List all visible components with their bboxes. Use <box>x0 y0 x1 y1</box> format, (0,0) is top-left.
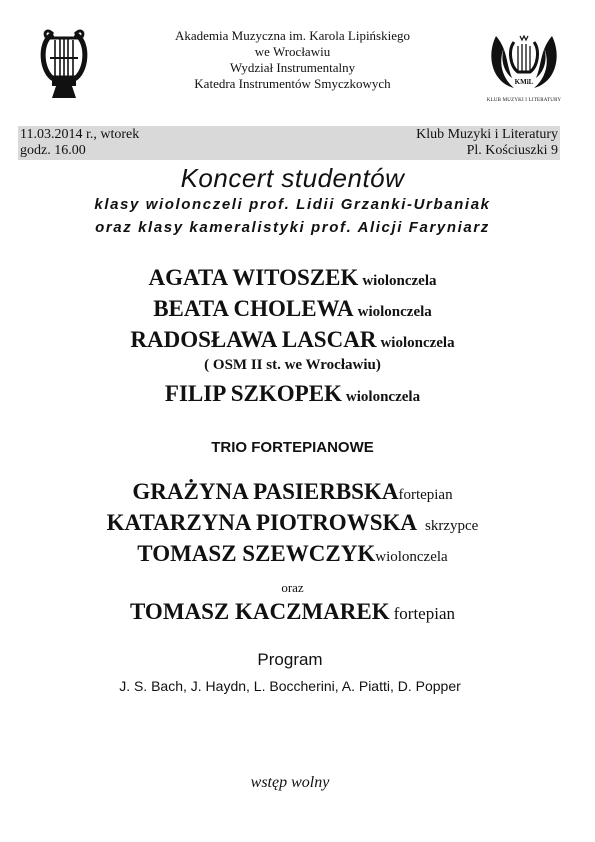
performer-instrument: wiolonczela <box>380 335 455 351</box>
connector-text: oraz <box>281 580 304 595</box>
trio-member-row <box>0 479 585 505</box>
header-line: we Wrocławiu <box>254 44 331 59</box>
performer-name: RADOSŁAWA LASCAR <box>130 327 377 352</box>
trio-member-name: KATARZYNA PIOTROWSKA <box>106 510 417 535</box>
performer-row <box>0 296 585 322</box>
event-venue: Klub Muzyki i Literatury <box>416 127 558 142</box>
guest-performer-name: TOMASZ KACZMAREK <box>130 599 390 624</box>
event-info-bar <box>18 126 560 160</box>
trio-member-instrument: skrzypce <box>425 518 479 534</box>
event-address: Pl. Kościuszki 9 <box>466 143 558 158</box>
performer-name: AGATA WITOSZEK <box>148 265 359 290</box>
performer-name: BEATA CHOLEWA <box>153 296 354 321</box>
trio-heading: TRIO FORTEPIANOWE <box>211 439 374 456</box>
subtitle-line: klasy wiolonczeli prof. Lidii Grzanki-Urbaniak <box>94 196 491 213</box>
event-time: godz. 16.00 <box>20 143 86 158</box>
performer-instrument: wiolonczela <box>357 304 432 320</box>
subtitle-line: oraz klasy kameralistyki prof. Alicji Faryniarz <box>95 219 490 236</box>
event-date: 11.03.2014 r., wtorek <box>20 127 140 142</box>
program-composers: J. S. Bach, J. Haydn, L. Boccherini, A. Piatti, D. Popper <box>119 678 461 694</box>
header-line: Wydział Instrumentalny <box>229 60 356 75</box>
performer-row <box>0 327 585 353</box>
performer-row <box>0 265 585 291</box>
concert-title: Koncert studentów <box>180 163 405 193</box>
header-line: Akademia Muzyczna im. Karola Lipińskiego <box>174 28 410 43</box>
lyre-logo-icon <box>38 28 90 102</box>
performer-instrument: wiolonczela <box>345 389 421 405</box>
kmil-letters: KMiL <box>514 78 534 86</box>
trio-member-instrument: wiolonczela <box>375 549 448 565</box>
trio-member-name: GRAŻYNA PASIERBSKA <box>132 479 399 504</box>
trio-member-row <box>0 510 585 536</box>
trio-member-row <box>0 541 585 567</box>
guest-performer-instrument: fortepian <box>393 604 455 623</box>
header-line: Katedra Instrumentów Smyczkowych <box>194 76 391 91</box>
performer-row <box>0 381 585 407</box>
institution-header <box>120 28 465 92</box>
program-heading: Program <box>257 650 323 669</box>
trio-member-name: TOMASZ SZEWCZYK <box>137 541 376 566</box>
trio-member-instrument: fortepian <box>398 487 453 503</box>
performer-instrument: wiolonczela <box>362 273 437 289</box>
club-logo-caption: KLUB MUZYKI I LITERATURY <box>486 98 562 103</box>
guest-performer-row <box>0 599 585 625</box>
performer-school-note: ( OSM II st. we Wrocławiu) <box>204 357 381 373</box>
flame-lyre-logo-icon <box>488 26 560 98</box>
admission-note: wstęp wolny <box>250 774 330 791</box>
performer-name: FILIP SZKOPEK <box>164 381 342 406</box>
